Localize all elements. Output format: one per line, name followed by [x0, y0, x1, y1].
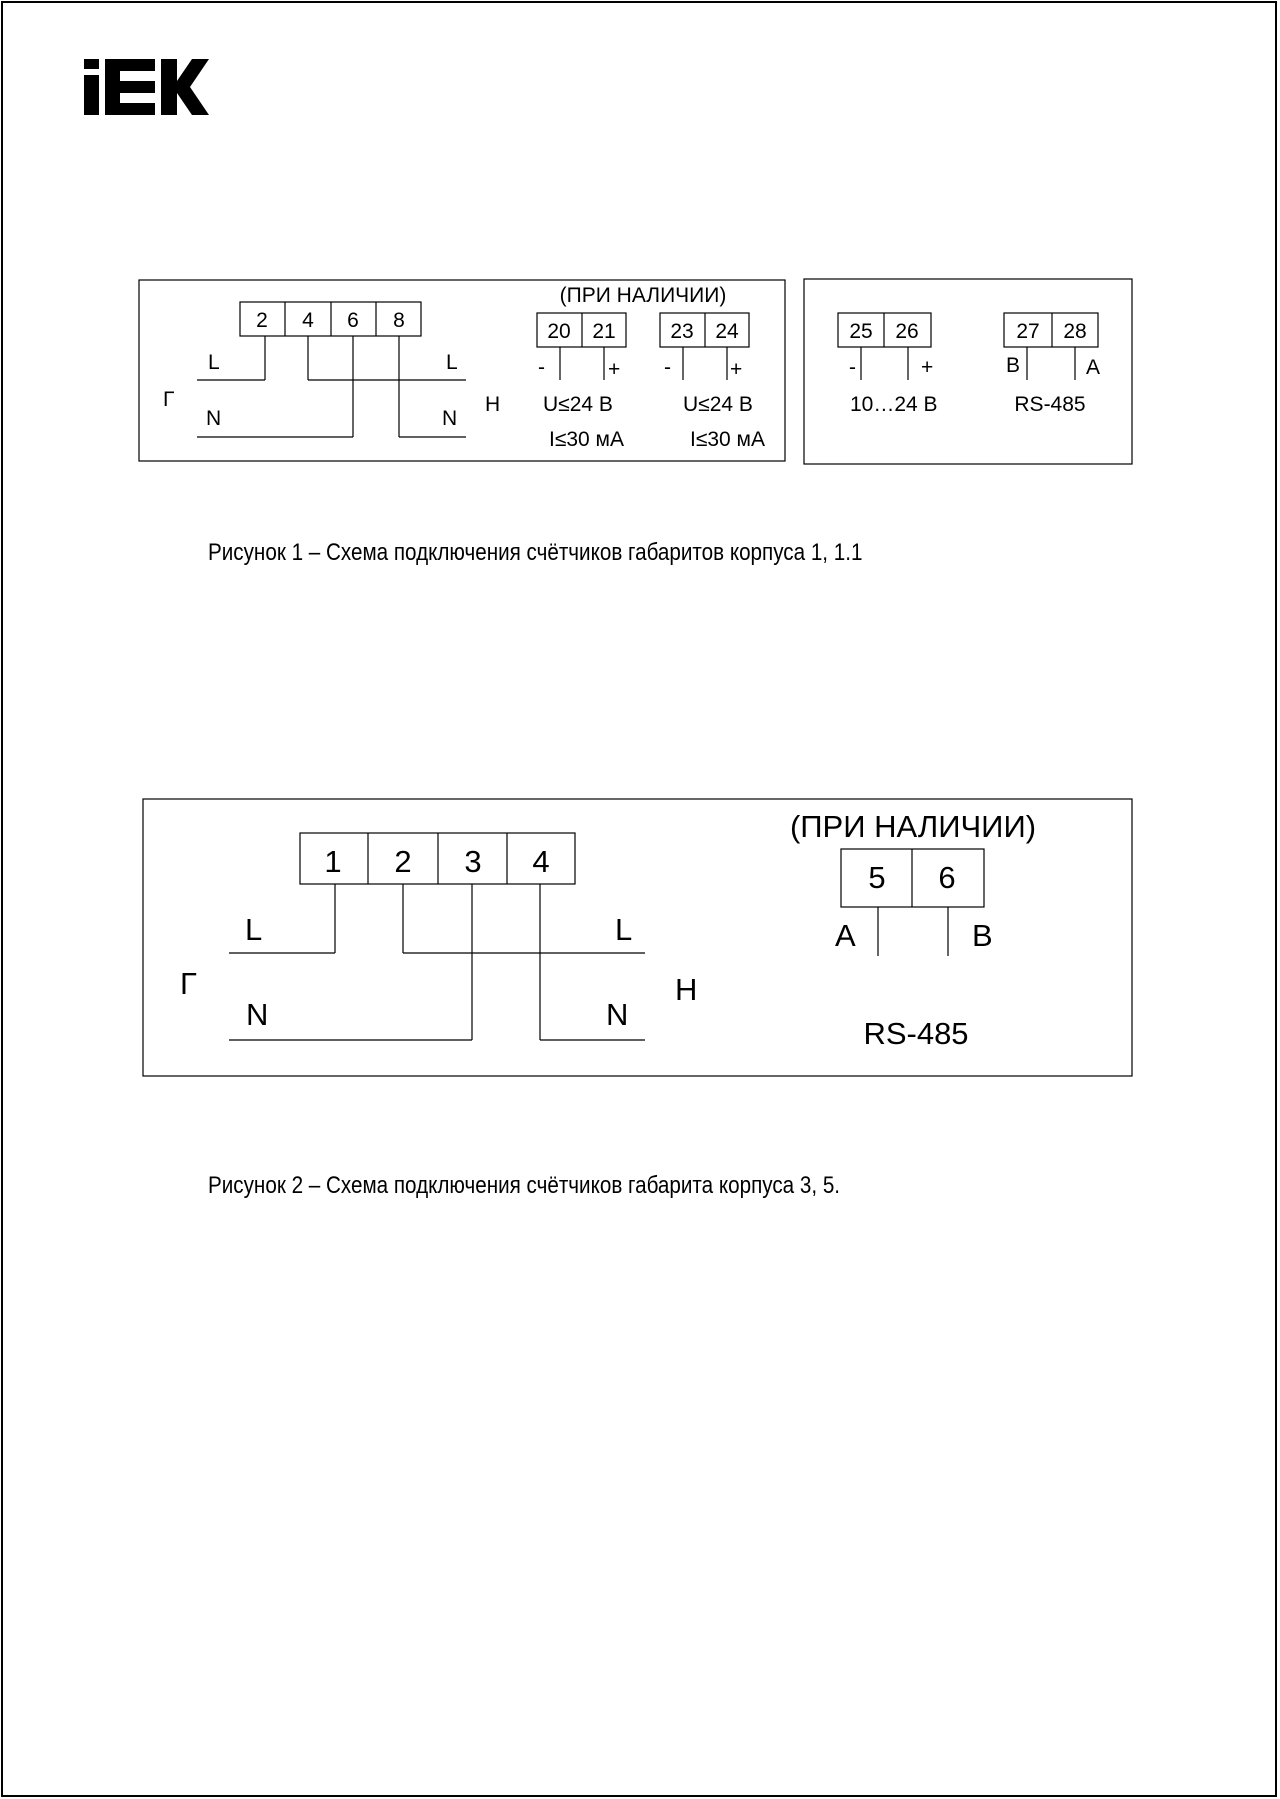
label-n-in: N [206, 407, 222, 430]
label-generator: Г [163, 388, 175, 411]
label-b: В [972, 918, 993, 953]
label-a: А [1086, 356, 1101, 379]
plus-sign: + [608, 358, 621, 381]
terminal-8: 8 [393, 309, 405, 332]
label-n-in: N [246, 997, 269, 1032]
terminal-6: 6 [938, 860, 956, 895]
label-n-out: N [442, 407, 458, 430]
figure-1-caption: Рисунок 1 – Схема подключения счётчиков габаритов корпуса 1, 1.1 [208, 539, 863, 566]
plus-sign: + [730, 358, 743, 381]
terminal-21: 21 [592, 320, 616, 343]
optional-note: (ПРИ НАЛИЧИИ) [789, 809, 1037, 844]
figure-2-caption: Рисунок 2 – Схема подключения счётчиков габарита корпуса 3, 5. [208, 1172, 841, 1199]
terminal-2: 2 [394, 844, 412, 879]
current-limit: I≤30 мА [690, 428, 765, 451]
terminal-26: 26 [895, 320, 919, 343]
plus-sign: + [921, 356, 934, 379]
rs485-label: RS-485 [863, 1016, 969, 1051]
voltage-limit: U≤24 В [683, 393, 753, 416]
current-limit: I≤30 мА [549, 428, 624, 451]
terminal-25: 25 [849, 320, 873, 343]
label-n-out: N [606, 997, 629, 1032]
terminal-28: 28 [1063, 320, 1087, 343]
terminal-5: 5 [868, 860, 886, 895]
minus-sign: - [849, 356, 856, 379]
terminal-6: 6 [347, 309, 359, 332]
terminal-4: 4 [532, 844, 550, 879]
minus-sign: - [538, 356, 545, 379]
minus-sign: - [664, 356, 671, 379]
optional-note: (ПРИ НАЛИЧИИ) [559, 284, 727, 307]
terminal-2: 2 [256, 309, 268, 332]
label-generator: Г [180, 966, 197, 1001]
rs485-label: RS-485 [1014, 393, 1086, 416]
label-l-out: L [615, 912, 633, 947]
terminal-27: 27 [1016, 320, 1040, 343]
terminal-1: 1 [324, 844, 342, 879]
terminal-20: 20 [547, 320, 571, 343]
label-load: Н [485, 393, 501, 416]
label-load: Н [675, 972, 698, 1007]
terminal-3: 3 [464, 844, 482, 879]
label-l-in: L [208, 351, 220, 374]
terminal-23: 23 [670, 320, 694, 343]
label-b: В [1006, 354, 1021, 377]
label-l-out: L [446, 351, 458, 374]
terminal-4: 4 [302, 309, 314, 332]
label-l-in: L [245, 912, 263, 947]
terminal-24: 24 [715, 320, 739, 343]
label-a: А [835, 918, 856, 953]
supply-voltage: 10…24 В [850, 393, 938, 416]
voltage-limit: U≤24 В [543, 393, 613, 416]
